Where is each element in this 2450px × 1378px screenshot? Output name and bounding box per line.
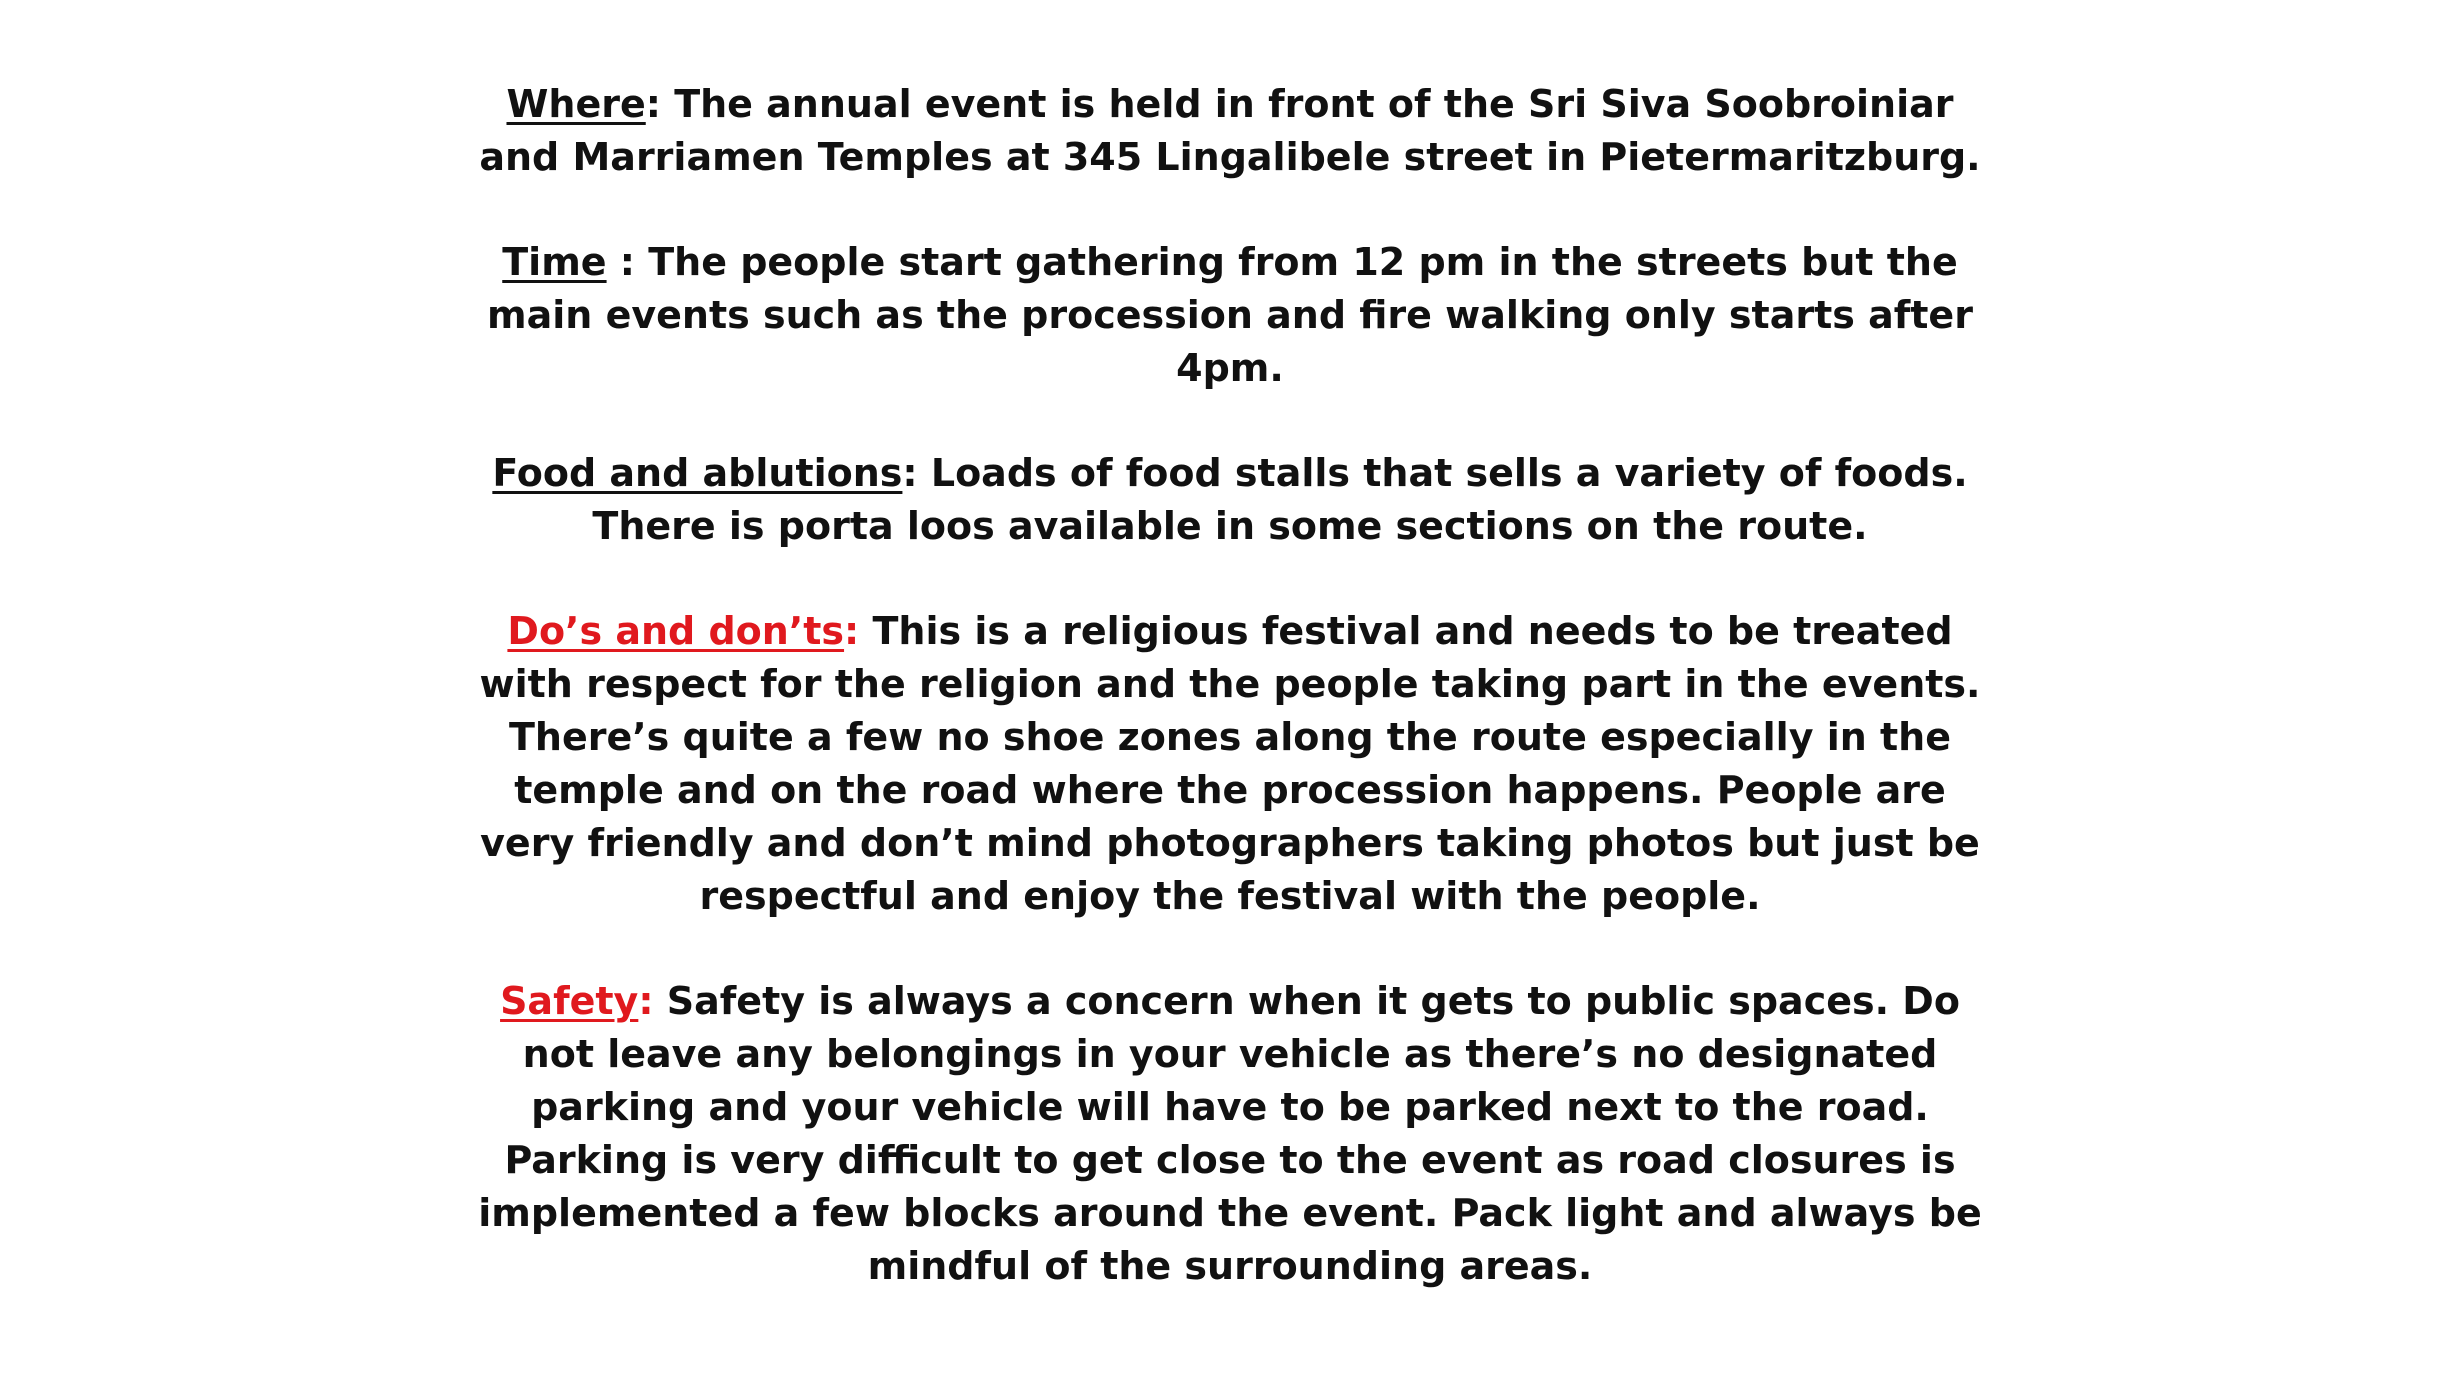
- section-dos-and-donts: [470, 605, 1990, 923]
- section-separator: :: [844, 609, 873, 653]
- section-safety: [470, 975, 1990, 1293]
- section-text-food-and-ablutions: Loads of food stalls that sells a variety of foods. There is porta loos available in some sections on the route.: [592, 451, 1968, 548]
- section-heading-dos-and-donts: Do’s and don’ts: [507, 609, 845, 653]
- info-text-block: [470, 78, 1990, 1345]
- section-food-and-ablutions: [470, 447, 1990, 553]
- section-separator: :: [902, 451, 931, 495]
- section-text-dos-and-donts: This is a religious festival and needs to be treated with respect for the religion and the people taking part in the events. There’s quite a few no shoe zones along the route especially in the temple and on the road where the procession happens. People are very friendly and don’t mind photographers taking photos but just be respectful and enjoy the festival with the people.: [479, 609, 1981, 918]
- section-text-where: The annual event is held in front of the Sri Siva Soobroiniar and Marriamen Temples at 345 Lingalibele street in Pietermaritzburg.: [479, 82, 1981, 179]
- section-heading-safety: Safety: [500, 979, 639, 1023]
- section-heading-food-and-ablutions: Food and ablutions: [492, 451, 903, 495]
- section-separator: :: [606, 240, 649, 284]
- section-time: [470, 236, 1990, 395]
- section-separator: :: [645, 82, 675, 126]
- section-where: [470, 78, 1990, 184]
- section-separator: :: [638, 979, 667, 1023]
- section-text-safety: Safety is always a concern when it gets to public spaces. Do not leave any belongings in your vehicle as there’s no designated parking and your vehicle will have to be parked next to the road. Parking is very difficult to get close to the event as road closures is implemented a few blocks around the event. Pack light and always be mindful of the surrounding areas.: [478, 979, 1982, 1288]
- section-heading-where: Where: [506, 82, 646, 126]
- section-heading-time: Time: [502, 240, 607, 284]
- section-text-time: The people start gathering from 12 pm in the streets but the main events such as the procession and fire walking only starts after 4pm.: [487, 240, 1973, 390]
